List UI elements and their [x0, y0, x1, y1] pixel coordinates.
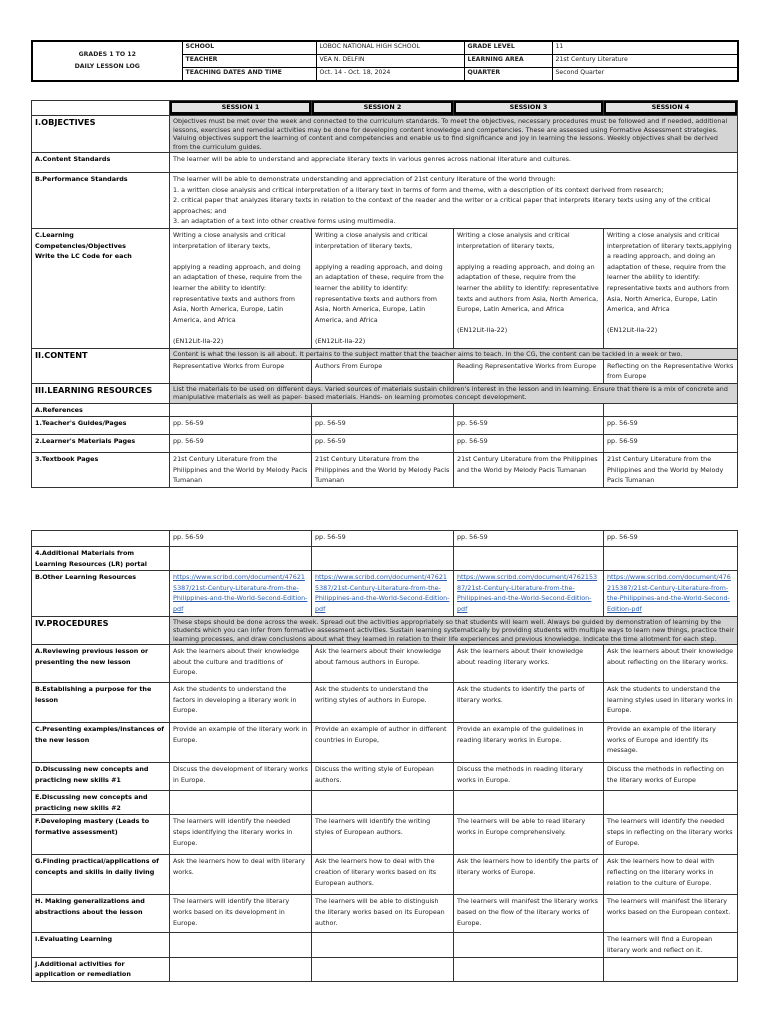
procedure-i-s2: [312, 933, 454, 957]
tg-session-1: pp. 56-59: [170, 417, 312, 435]
procedure-h-s4: The learners will manifest the literary works based on the European context.: [604, 895, 738, 933]
procedure-a-label: A.Reviewing previous lesson or presenting the new lesson: [32, 645, 170, 683]
procedure-e-s3: [454, 791, 604, 815]
lc-text-2: applying a reading approach, and doing an adaptation of these, require from the learner the ability to identify: representative texts and authors from Asia, North America, Europe, Latin America, and Africa: [315, 262, 444, 324]
pages-session-2: pp. 56-59: [312, 531, 454, 547]
procedure-c-s4: Provide an example of the literary works of Europe and identify its message.: [604, 723, 738, 763]
empty-cell: [604, 547, 738, 571]
procedure-e-s4: [604, 791, 738, 815]
performance-line-4: 3. an adaptation of a text into other creative forms using multimedia.: [173, 217, 396, 226]
procedure-b-s1: Ask the students to understand the factors in developing a literary work in Europe.: [170, 683, 312, 723]
lc-session-4: [604, 228, 738, 348]
procedure-g-s2: Ask the learners how to deal with the creation of literary works based on its European authors.: [312, 855, 454, 895]
scribd-link-4[interactable]: https://www.scribd.com/document/476215387/21st-Century-Literature-from-the-Philippines-and-the-World-Second-Edition-pdf: [604, 571, 738, 617]
procedure-j-s3: [454, 957, 604, 981]
empty-cell: [170, 403, 312, 417]
empty-cell: [170, 547, 312, 571]
procedure-d-s3: Discuss the methods in reading literary works in Europe.: [454, 763, 604, 791]
references-label: A.References: [32, 403, 170, 417]
procedure-d-s4: Discuss the methods in reflecting on the literary works of Europe: [604, 763, 738, 791]
teacher-label: TEACHER: [182, 55, 316, 68]
session-4-header: SESSION 4: [604, 101, 738, 116]
performance-line-1: The learner will be able to demonstrate understanding and appreciation of 21st century literature of the world through:: [173, 175, 556, 183]
session-2-header: SESSION 2: [312, 101, 454, 116]
lc-text-1: Writing a close analysis and critical interpretation of literary texts,applying a reading approach, and doing an adaptation of these, require from the learner the ability to identify: representative texts and authors from Asia, North America, Europe, Latin America, and Africa: [607, 230, 732, 314]
procedure-a-s2: Ask the learners about their knowledge about famous authors in Europe.: [312, 645, 454, 683]
area-value: 21st Century Literature: [552, 55, 738, 68]
procedure-g-s3: Ask the learners how to identify the parts of literary works of Europe.: [454, 855, 604, 895]
lc-code: (EN12Lit-IIa-22): [607, 326, 658, 335]
objectives-note: Objectives must be met over the week and connected to the curriculum standards. To meet the objectives, necessary procedures must be followed and if needed, additional lessons, exercises and remedial activities may be done for developing content knowledge and competencies. These are assessed using Formative Assessment strategies. Valuing objectives support the learning of content and competencies and enable us to find significance and joy in learning the lessons. Weekly objectives shall be derived from the curriculum guides.: [170, 116, 738, 153]
session-1-header: SESSION 1: [170, 101, 312, 116]
scribd-link-1[interactable]: https://www.scribd.com/document/476215387/21st-Century-Literature-from-the-Philippines-and-the-World-Second-Edition-pdf: [170, 571, 312, 617]
lc-session-2: [312, 228, 454, 348]
pages-session-3: pp. 56-59: [454, 531, 604, 547]
lm-session-4: pp. 56-59: [604, 435, 738, 453]
content-session-2: Authors From Europe: [312, 359, 454, 383]
procedure-c-s3: Provide an example of the guidelines in reading literary works in Europe.: [454, 723, 604, 763]
procedure-g-s4: Ask the learners how to deal with reflecting on the literary works in relation to the culture of Europe.: [604, 855, 738, 895]
empty-cell: [604, 403, 738, 417]
lc-text-2: applying a reading approach, and doing an adaptation of these, require from the learner the ability to identify: representative texts and authors from Asia, North America, Europe, Latin America, and Africa: [173, 262, 302, 324]
title-grades: GRADES 1 TO 12: [78, 51, 136, 58]
lm-session-1: pp. 56-59: [170, 435, 312, 453]
procedure-a-s1: Ask the learners about their knowledge about the culture and traditions of Europe.: [170, 645, 312, 683]
lc-label-line-2: Write the LC Code for each: [35, 252, 132, 261]
learning-competencies-label: [32, 228, 170, 348]
tb-session-1: 21st Century Literature from the Philippines and the World by Melody Pacis Tumanan: [170, 453, 312, 488]
lesson-table-page-1: [31, 100, 738, 488]
empty-cell: [454, 547, 604, 571]
teacher-value: VEA N. DELFIN: [316, 55, 464, 68]
tg-session-3: pp. 56-59: [454, 417, 604, 435]
content-note: Content is what the lesson is all about. It pertains to the subject matter that the teacher aims to teach. In the CG, the content can be tackled in a week or two.: [170, 348, 738, 359]
content-session-1: Representative Works from Europe: [170, 359, 312, 383]
session-3-header: SESSION 3: [454, 101, 604, 116]
procedure-e-label: E.Discussing new concepts and practicing new skills #2: [32, 791, 170, 815]
procedure-e-s2: [312, 791, 454, 815]
lc-text-1: Writing a close analysis and critical interpretation of literary texts,: [315, 230, 428, 250]
school-label: SCHOOL: [182, 41, 316, 55]
procedure-j-s4: [604, 957, 738, 981]
procedure-f-s4: The learners will identify the needed steps in reflecting on the literary works of Europe.: [604, 815, 738, 855]
grade-label: GRADE LEVEL: [464, 41, 552, 55]
dates-value: Oct. 14 - Oct. 18, 2024: [316, 67, 464, 81]
lc-code: (EN12Lit-IIa-22): [315, 336, 366, 345]
lc-text-1: Writing a close analysis and critical interpretation of literary texts,: [173, 230, 286, 250]
content-session-4: Reflecting on the Representative Works from Europe: [604, 359, 738, 383]
empty-cell: [454, 403, 604, 417]
procedure-g-s1: Ask the learners how to deal with literary works.: [170, 855, 312, 895]
procedure-i-s3: [454, 933, 604, 957]
performance-standards-text: [170, 173, 738, 229]
lc-code: (EN12Lit-IIa-22): [457, 326, 508, 335]
tg-session-4: pp. 56-59: [604, 417, 738, 435]
procedure-c-s1: Provide an example of the literary work in Europe.: [170, 723, 312, 763]
pages-session-4: pp. 56-59: [604, 531, 738, 547]
procedure-j-s2: [312, 957, 454, 981]
lc-session-1: [170, 228, 312, 348]
lc-label-line-1: C.Learning Competencies/Objectives: [35, 230, 126, 250]
lm-session-2: pp. 56-59: [312, 435, 454, 453]
procedure-f-label: F.Developing mastery (Leads to formative assessment): [32, 815, 170, 855]
tb-session-3: 21st Century Literature from the Philippines and the World by Melody Pacis Tumanan: [454, 453, 604, 488]
additional-materials-label: 4.Additional Materials from Learning Resources (LR) portal: [32, 547, 170, 571]
performance-line-3: 2. critical paper that analyzes literary texts in relation to the context of the reader and the writer or a critical paper that interprets literary texts using any of the critical approaches; and: [173, 196, 711, 215]
teachers-guide-label: 1.Teacher's Guides/Pages: [32, 417, 170, 435]
textbook-label: 3.Textbook Pages: [32, 453, 170, 488]
objectives-heading: I.OBJECTIVES: [32, 116, 170, 153]
log-title: [32, 41, 182, 81]
content-standards-label: A.Content Standards: [32, 153, 170, 173]
procedure-h-s2: The learners will be able to distinguish the literary works based on its European author.: [312, 895, 454, 933]
other-resources-label: B.Other Learning Resources: [32, 571, 170, 617]
quarter-value: Second Quarter: [552, 67, 738, 81]
procedures-heading: IV.PROCEDURES: [32, 617, 170, 645]
empty-cell: [312, 547, 454, 571]
procedure-h-label: H. Making generalizations and abstractions about the lesson: [32, 895, 170, 933]
grade-value: 11: [552, 41, 738, 55]
pages-session-1: pp. 56-59: [170, 531, 312, 547]
tb-session-4: 21st Century Literature from the Philippines and the World by Melody Pacis Tumanan: [604, 453, 738, 488]
dates-label: TEACHING DATES AND TIME: [182, 67, 316, 81]
school-value: LOBOC NATIONAL HIGH SCHOOL: [316, 41, 464, 55]
empty-cell: [32, 531, 170, 547]
procedure-b-s3: Ask the students to identify the parts of literary works.: [454, 683, 604, 723]
resources-heading: III.LEARNING RESOURCES: [32, 383, 170, 403]
procedure-b-s4: Ask the students to understand the learning styles used in literary works in Europe.: [604, 683, 738, 723]
performance-line-2: 1. a written close analysis and critical interpretation of a literary text in terms of form and theme, with a description of its context derived from research;: [173, 185, 664, 194]
header-table: [31, 40, 739, 82]
procedure-a-s3: Ask the learners about their knowledge about reading literary works.: [454, 645, 604, 683]
lc-session-3: [454, 228, 604, 348]
resources-note: List the materials to be used on different days. Varied sources of materials sustain children's interest in the lesson and in learning. Ensure that there is a mix of concrete and manipulative materials as well as paper- based materials. Hands- on learning promotes concept development.: [170, 383, 738, 403]
procedure-f-s3: The learners will be able to read literary works in Europe comprehensively.: [454, 815, 604, 855]
lesson-table-page-2: [31, 530, 738, 982]
lc-text-1: Writing a close analysis and critical interpretation of literary texts,: [457, 230, 570, 250]
lc-text-2: applying a reading approach, and doing an adaptation of these, require from the learner the ability to identify: representative texts and authors from Asia, North America, Europe, Latin America, and Africa: [457, 262, 599, 314]
procedure-f-s1: The learners will identify the needed steps identifying the literary works in Europe.: [170, 815, 312, 855]
tb-session-2: 21st Century Literature from the Philippines and the World by Melody Pacis Tumanan: [312, 453, 454, 488]
procedure-c-s2: Provide an example of author in different countries in Europe,: [312, 723, 454, 763]
procedure-h-s1: The learners will identify the literary works based on its development in Europe.: [170, 895, 312, 933]
procedure-d-s2: Discuss the writing style of European authors.: [312, 763, 454, 791]
procedure-h-s3: The learners will manifest the literary works based on the flow of the literary works of Europe.: [454, 895, 604, 933]
procedure-g-label: G.Finding practical/applications of concepts and skills in daily living: [32, 855, 170, 895]
content-session-3: Reading Representative Works from Europe: [454, 359, 604, 383]
procedure-d-s1: Discuss the development of literary works in Europe.: [170, 763, 312, 791]
procedure-f-s2: The learners will identify the writing styles of European authors.: [312, 815, 454, 855]
title-dll: DAILY LESSON LOG: [74, 63, 140, 70]
procedure-j-label: J.Additional activities for application or remediation: [32, 957, 170, 981]
procedure-b-label: B.Establishing a purpose for the lesson: [32, 683, 170, 723]
tg-session-2: pp. 56-59: [312, 417, 454, 435]
quarter-label: QUARTER: [464, 67, 552, 81]
content-heading: II.CONTENT: [32, 348, 170, 383]
lm-session-3: pp. 56-59: [454, 435, 604, 453]
performance-standards-label: B.Performance Standards: [32, 173, 170, 229]
procedure-c-label: C.Presenting examples/instances of the new lesson: [32, 723, 170, 763]
procedure-i-s4: The learners will find a European literary work and reflect on it.: [604, 933, 738, 957]
procedure-b-s2: Ask the students to understand the writing styles of authors in Europe.: [312, 683, 454, 723]
procedure-j-s1: [170, 957, 312, 981]
scribd-link-3[interactable]: https://www.scribd.com/document/476215387/21st-Century-Literature-from-the-Philippines-and-the-World-Second-Edition-pdf: [454, 571, 604, 617]
procedure-i-label: I.Evaluating Learning: [32, 933, 170, 957]
procedure-i-s1: [170, 933, 312, 957]
procedure-e-s1: [170, 791, 312, 815]
lc-code: (EN12Lit-IIa-22): [173, 336, 224, 345]
learners-materials-label: 2.Learner's Materials Pages: [32, 435, 170, 453]
blank-corner: [32, 101, 170, 116]
procedure-d-label: D.Discussing new concepts and practicing new skills #1: [32, 763, 170, 791]
area-label: LEARNING AREA: [464, 55, 552, 68]
scribd-link-2[interactable]: https://www.scribd.com/document/476215387/21st-Century-Literature-from-the-Philippines-and-the-World-Second-Edition-pdf: [312, 571, 454, 617]
content-standards-text: The learner will be able to understand and appreciate literary texts in various genres across national literature and cultures.: [170, 153, 738, 173]
empty-cell: [312, 403, 454, 417]
procedure-a-s4: Ask the learners about their knowledge about reflecting on the literary works.: [604, 645, 738, 683]
procedures-note: These steps should be done across the week. Spread out the activities appropriately so that students will learn well. Always be guided by demonstration of learning by the students which you can infer from formative assessment activities. Sustain learning systematically by providing students with multiple ways to learn new things, practice their learning processes, and draw conclusions about what they learned in relation to their life experiences and previous knowledge. Indicate the time allotment for each step.: [170, 617, 738, 645]
